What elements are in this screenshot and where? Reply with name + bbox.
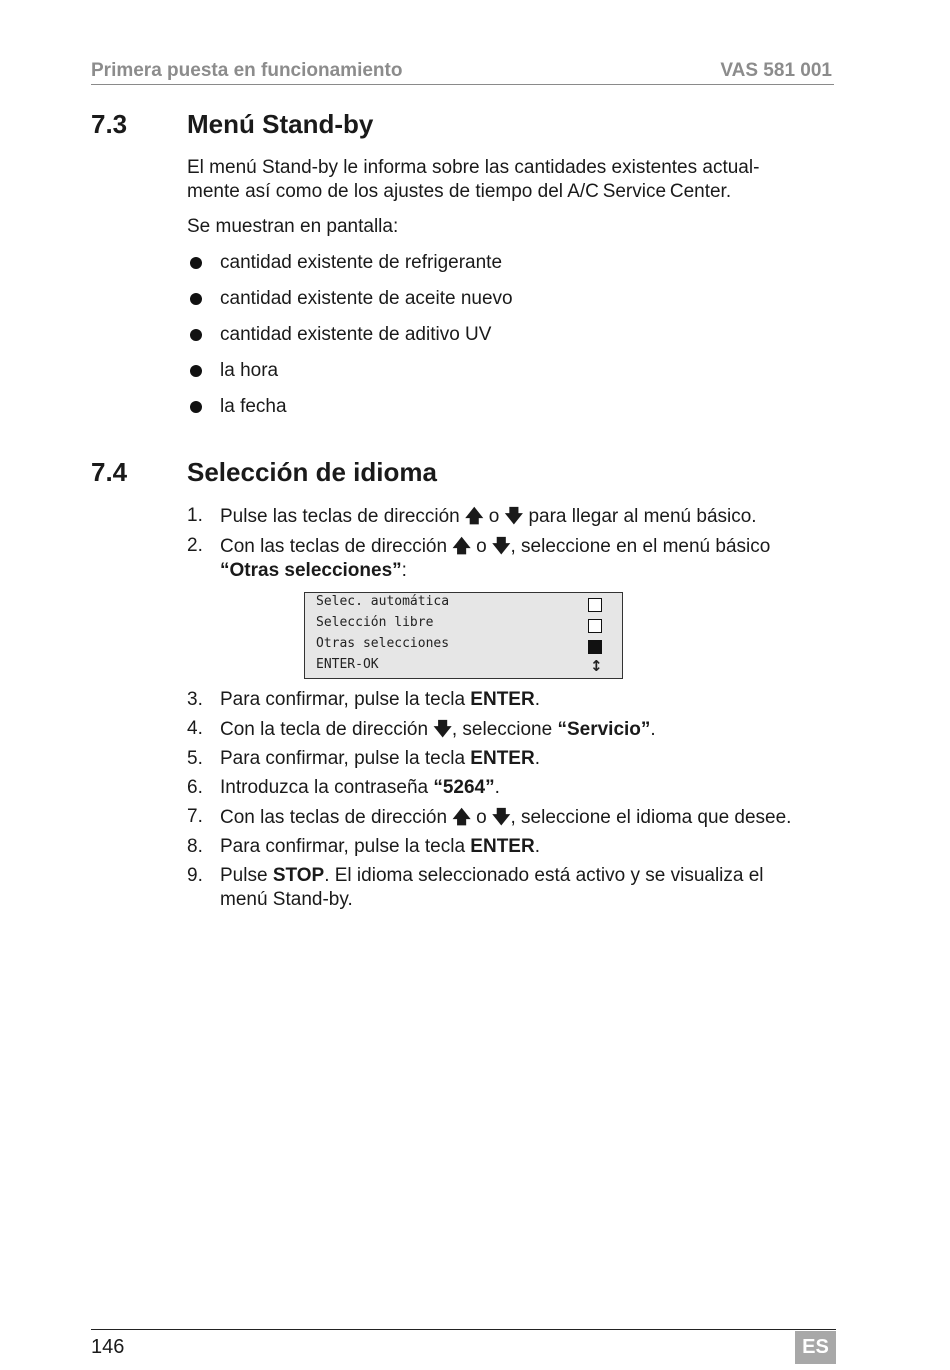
intro-line-2: mente así como de los ajustes de tiempo del A/C Service Center. xyxy=(187,181,732,202)
bullet-icon xyxy=(190,257,202,269)
footer-rule xyxy=(91,1329,836,1330)
section-lead: Se muestran en pantalla: xyxy=(187,216,399,237)
arrow-up-icon: 🡅 xyxy=(452,807,471,827)
checkbox-filled-icon xyxy=(588,640,602,654)
list-item: 8. Para confirmar, pulse la tecla ENTER. xyxy=(187,836,540,857)
arrow-down-icon: 🡇 xyxy=(433,719,452,739)
steps-list-after xyxy=(187,688,847,917)
display-row: Selección libre xyxy=(316,615,616,635)
checkbox-empty-icon xyxy=(588,619,602,633)
bullet-icon xyxy=(190,401,202,413)
display-row: Selec. automática xyxy=(316,594,616,614)
list-item: 6. Introduzca la contraseña “5264”. xyxy=(187,777,500,798)
intro-line-1: El menú Stand-by le informa sobre las cantidades existentes actual- xyxy=(187,157,760,178)
section-intro xyxy=(187,156,827,204)
list-item: cantidad existente de aditivo UV xyxy=(187,322,807,358)
bullet-icon xyxy=(190,329,202,341)
header-chapter-title: Primera puesta en funcionamiento xyxy=(91,60,403,81)
list-item: 3. Para confirmar, pulse la tecla ENTER. xyxy=(187,689,540,710)
list-item: cantidad existente de aceite nuevo xyxy=(187,286,807,322)
up-down-arrow-icon: ↕ xyxy=(590,657,603,675)
steps-list-before xyxy=(187,504,847,588)
arrow-up-icon: 🡅 xyxy=(452,536,471,556)
section-title: Menú Stand-by xyxy=(187,109,374,139)
checkbox-empty-icon xyxy=(588,598,602,612)
display-row: ENTER-OK ↕ xyxy=(316,657,603,675)
list-item: la hora xyxy=(187,358,807,394)
list-item: 9. Pulse STOP. El idioma seleccionado está activo y se visualiza el menú Stand-by. xyxy=(187,865,764,910)
list-item: 4. Con la tecla de dirección 🡇, seleccione “Servicio”. xyxy=(187,718,656,740)
list-item: 5. Para confirmar, pulse la tecla ENTER. xyxy=(187,748,540,769)
section-title: Selección de idioma xyxy=(187,457,437,487)
display-items-list xyxy=(187,250,807,430)
arrow-down-icon: 🡇 xyxy=(491,807,511,827)
list-item: 2. Con las teclas de dirección 🡅 o 🡇, seleccione en el menú básico “Otras selecciones”: xyxy=(187,535,771,581)
language-badge: ES xyxy=(795,1331,836,1364)
display-row: Otras selecciones xyxy=(316,636,616,656)
list-item: la fecha xyxy=(187,394,807,430)
bullet-icon xyxy=(190,365,202,377)
section-number: 7.3 xyxy=(91,109,128,139)
list-item: 7. Con las teclas de dirección 🡅 o 🡇, seleccione el idioma que desee. xyxy=(187,806,792,828)
device-display xyxy=(304,592,623,679)
arrow-down-icon: 🡇 xyxy=(504,506,524,526)
header-product-code: VAS 581 001 xyxy=(720,60,832,81)
section-number: 7.4 xyxy=(91,457,128,487)
running-header xyxy=(91,58,834,85)
arrow-up-icon: 🡅 xyxy=(465,506,484,526)
page-number: 146 xyxy=(91,1336,125,1358)
list-item: 1. Pulse las teclas de dirección 🡅 o 🡇 para llegar al menú básico. xyxy=(187,505,757,527)
arrow-down-icon: 🡇 xyxy=(491,536,511,556)
list-item: cantidad existente de refrigerante xyxy=(187,250,807,286)
bullet-icon xyxy=(190,293,202,305)
